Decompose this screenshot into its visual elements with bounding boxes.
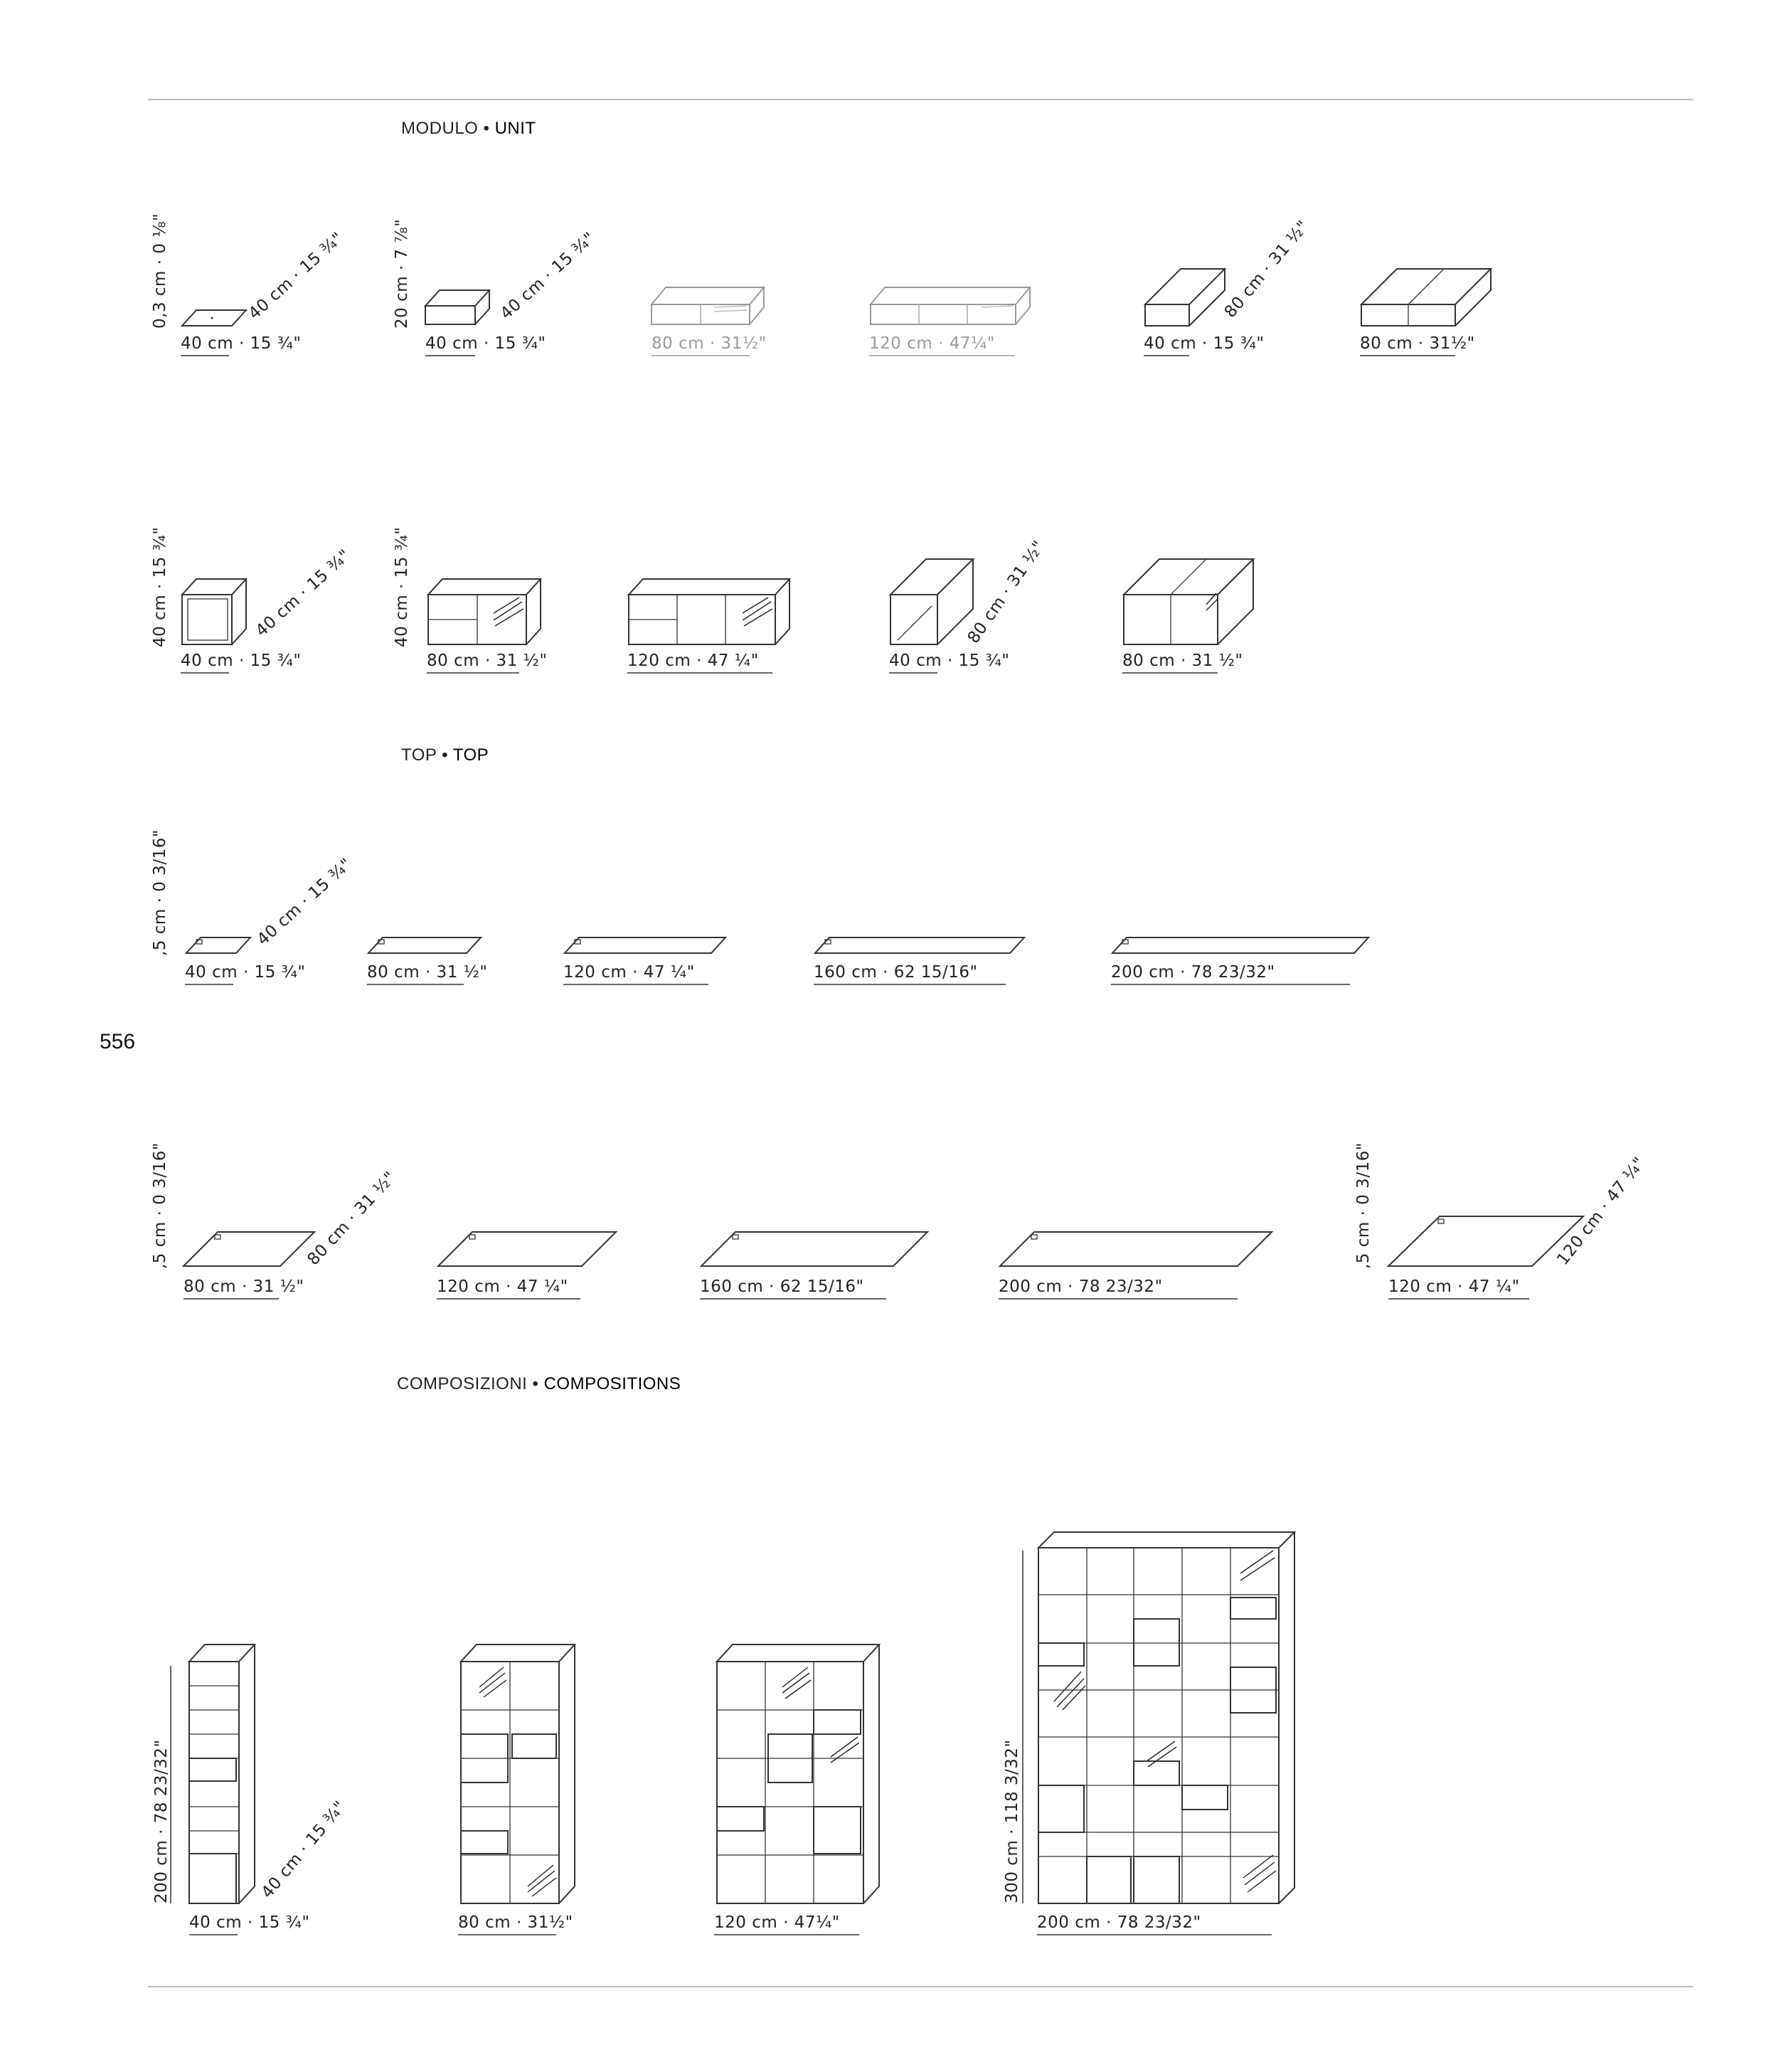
width-label: 40 cm · 15 ¾" [189, 1913, 310, 1932]
width-label: 120 cm · 47 ¼" [563, 963, 695, 982]
unit-box-80-low-drawing [652, 287, 767, 356]
depth-label: 40 cm · 15 ¾" [245, 228, 347, 324]
composition-40-drawing [152, 1645, 350, 1935]
height-label: ,5 cm · 0 3/16" [151, 829, 169, 956]
unit-box-40-deep-drawing [1144, 217, 1313, 356]
unit-box-120-low-drawing [869, 287, 1030, 356]
unit-cube-40-deep-drawing [889, 538, 1048, 673]
width-label: 80 cm · 31 ½" [367, 963, 488, 982]
bullet: • [442, 745, 449, 765]
width-label: 40 cm · 15 ¾" [1144, 334, 1265, 353]
section-it: COMPOSIZIONI [397, 1374, 528, 1393]
top-120-square-drawing [1354, 1142, 1649, 1299]
width-label: 80 cm · 31½" [458, 1913, 573, 1932]
page-number: 556 [100, 1030, 136, 1053]
height-label: 0,3 cm · 0 ⅛" [151, 213, 169, 329]
section-en: UNIT [494, 119, 536, 138]
width-label: 80 cm · 31 ½" [427, 652, 548, 670]
width-label: 200 cm · 78 23/32" [1111, 963, 1275, 982]
composition-120-drawing [714, 1645, 879, 1935]
section-it: TOP [401, 745, 437, 765]
width-label: 80 cm · 31½" [1360, 334, 1475, 353]
top-160-deep-drawing [700, 1232, 927, 1299]
depth-label: 120 cm · 47 ¼" [1553, 1154, 1649, 1269]
width-label: 120 cm · 47 ¼" [1388, 1277, 1520, 1296]
top-200-deep-drawing [999, 1232, 1272, 1299]
depth-label: 40 cm · 15 ¾" [496, 228, 599, 324]
height-label: 200 cm · 78 23/32" [152, 1739, 171, 1903]
width-label: 40 cm · 15 ¾" [185, 963, 306, 982]
unit-cube-40-drawing [151, 526, 354, 673]
width-label: 80 cm · 31 ½" [184, 1277, 304, 1296]
top-200-drawing [1111, 937, 1368, 984]
height-label: 40 cm · 15 ¾" [393, 526, 411, 647]
top-120-deep-drawing [437, 1232, 616, 1299]
depth-label: 80 cm · 31 ½" [304, 1168, 400, 1270]
section-en: TOP [452, 745, 489, 765]
width-label: 120 cm · 47 ¼" [627, 652, 759, 670]
top-80-drawing [367, 937, 488, 984]
depth-label: 80 cm · 31 ½" [1221, 217, 1313, 322]
unit-box-40-low-drawing [393, 219, 599, 356]
top-160-drawing [814, 937, 1024, 984]
bullet: • [532, 1374, 539, 1393]
unit-cube-80-drawing [393, 526, 548, 673]
height-label: 20 cm · 7 ⅞" [393, 218, 411, 329]
section-en: COMPOSITIONS [543, 1374, 681, 1393]
width-label: 200 cm · 78 23/32" [999, 1277, 1163, 1296]
section-it: MODULO [401, 119, 479, 138]
height-label: ,5 cm · 0 3/16" [1354, 1142, 1373, 1269]
height-label: ,5 cm · 0 3/16" [151, 1142, 169, 1269]
height-label: 300 cm · 118 3/32" [1003, 1739, 1021, 1903]
width-label: 40 cm · 15 ¾" [181, 652, 302, 670]
unit-cube-120-drawing [627, 579, 789, 673]
width-label: 40 cm · 15 ¾" [425, 334, 546, 353]
composition-200-drawing [1003, 1532, 1294, 1935]
width-label: 120 cm · 47 ¼" [437, 1277, 568, 1296]
depth-label: 40 cm · 15 ¾" [252, 546, 354, 641]
composition-80-drawing [458, 1645, 575, 1935]
top-80-deep-drawing [151, 1142, 400, 1299]
width-label: 120 cm · 47¼" [714, 1913, 840, 1932]
width-label: 120 cm · 47¼" [869, 334, 995, 353]
bullet: • [483, 119, 490, 138]
unit-panel-drawing [151, 213, 347, 356]
width-label: 80 cm · 31½" [652, 334, 767, 353]
width-label: 160 cm · 62 15/16" [700, 1277, 864, 1296]
width-label: 40 cm · 15 ¾" [889, 652, 1010, 670]
depth-label: 80 cm · 31 ½" [964, 537, 1049, 647]
width-label: 40 cm · 15 ¾" [181, 334, 302, 353]
width-label: 160 cm · 62 15/16" [814, 963, 978, 982]
unit-cube-80-deep-drawing [1122, 559, 1253, 673]
depth-label: 40 cm · 15 ¾" [257, 1797, 350, 1902]
depth-label: 40 cm · 15 ¾" [253, 854, 356, 950]
unit-box-80-deep-drawing [1360, 269, 1491, 356]
width-label: 200 cm · 78 23/32" [1037, 1913, 1201, 1932]
top-40-drawing [151, 829, 356, 984]
width-label: 80 cm · 31 ½" [1122, 652, 1243, 670]
top-120-drawing [563, 937, 725, 984]
height-label: 40 cm · 15 ¾" [151, 526, 169, 647]
